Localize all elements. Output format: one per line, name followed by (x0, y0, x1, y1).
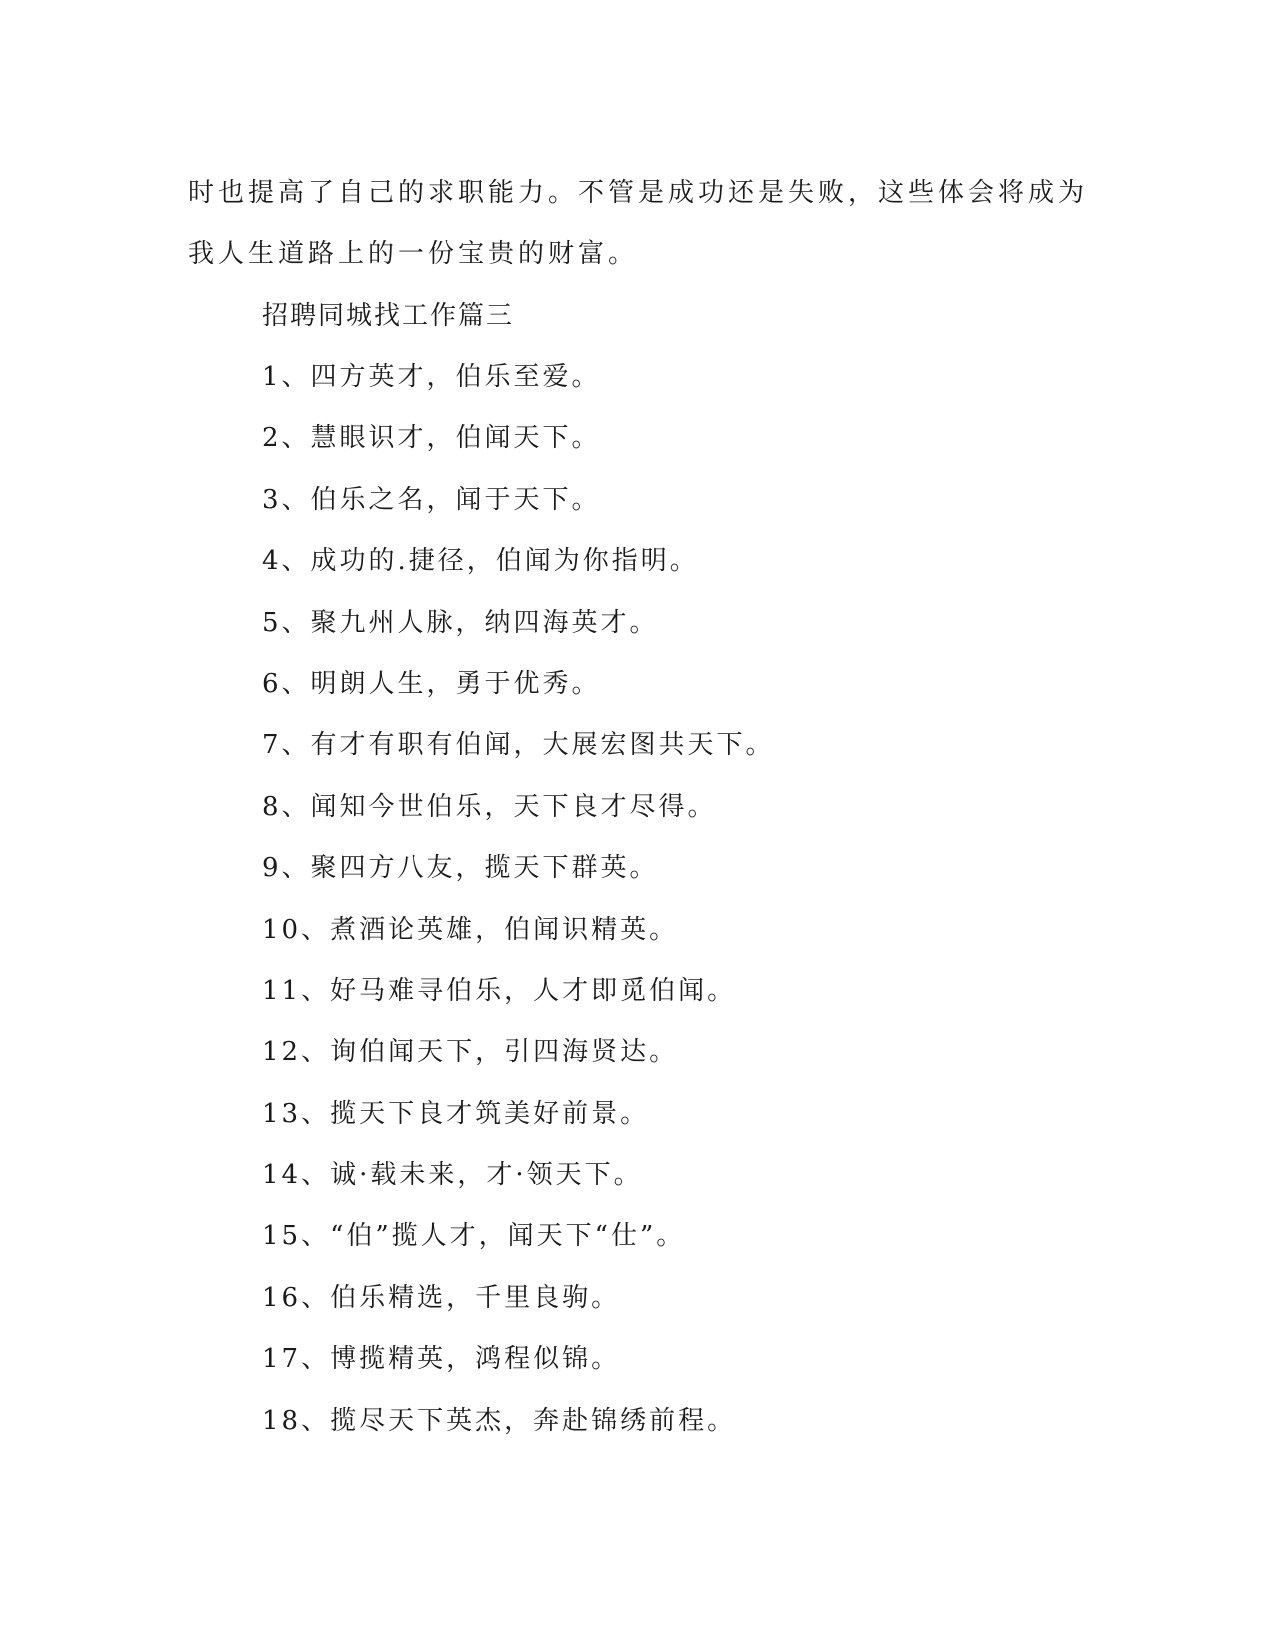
list-item: 3、伯乐之名，闻于天下。 (262, 484, 601, 515)
list-item: 7、有才有职有伯闻，大展宏图共天下。 (262, 730, 775, 761)
list-item: 6、明朗人生，勇于优秀。 (262, 668, 601, 699)
list-item: 4、成功的.捷径，伯闻为你指明。 (262, 546, 699, 577)
section-title: 招聘同城找工作篇三 (262, 301, 515, 331)
slogan-section (262, 286, 1082, 1452)
list-item: 13、揽天下良才筑美好前景。 (262, 1098, 650, 1129)
list-item: 10、煮酒论英雄，伯闻识精英。 (262, 914, 679, 945)
paragraph-line: 我人生道路上的一份宝贵的财富。 (188, 239, 639, 269)
list-item: 15、“伯”揽人才，闻天下“仕”。 (262, 1221, 686, 1252)
list-item: 2、慧眼识才，伯闻天下。 (262, 423, 601, 454)
list-item: 8、闻知今世伯乐，天下良才尽得。 (262, 791, 717, 822)
intro-paragraph (188, 163, 1089, 285)
list-item: 12、询伯闻天下，引四海贤达。 (262, 1037, 679, 1068)
list-item: 11、好马难寻伯乐，人才即觅伯闻。 (262, 975, 737, 1006)
list-item: 18、揽尽天下英杰，奔赴锦绣前程。 (262, 1405, 737, 1436)
slogan-list (262, 347, 1082, 1452)
list-item: 14、诚·载未来，才·领天下。 (262, 1160, 643, 1191)
list-item: 17、博揽精英，鸿程似锦。 (262, 1344, 621, 1375)
list-item: 5、聚九州人脉，纳四海英才。 (262, 607, 659, 638)
paragraph-line: 时也提高了自己的求职能力。不管是成功还是失败，这些体会将成为 (188, 178, 1089, 208)
list-item: 16、伯乐精选，千里良驹。 (262, 1282, 621, 1313)
list-item: 1、四方英才，伯乐至爱。 (262, 362, 601, 392)
list-item: 9、聚四方八友，揽天下群英。 (262, 853, 659, 884)
